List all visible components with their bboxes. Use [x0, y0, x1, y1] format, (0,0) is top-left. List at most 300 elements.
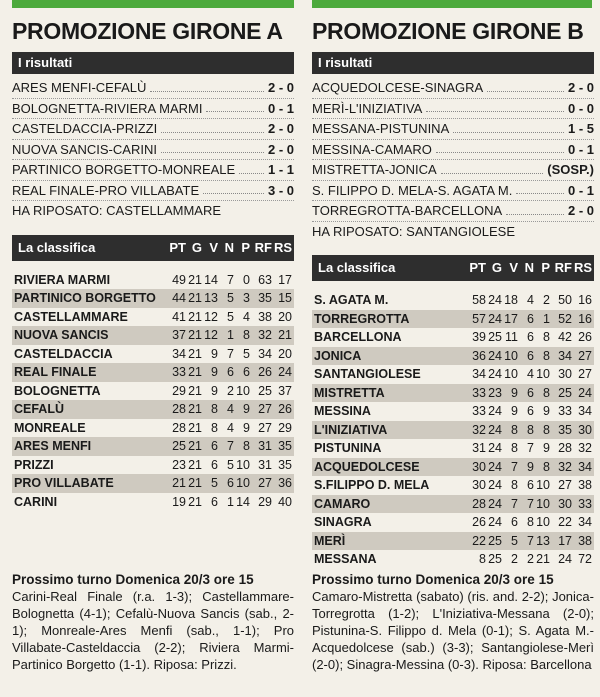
stat-cell: 8: [527, 422, 534, 437]
stat-cell: 44: [172, 291, 186, 305]
girone-a-next-round: [12, 572, 294, 673]
team-name: CASTELLAMMARE: [14, 309, 128, 324]
stat-cell: 21: [188, 439, 202, 453]
stat-cell: 10: [236, 476, 250, 490]
stat-cell: 16: [578, 311, 592, 326]
stat-cell: 37: [172, 328, 186, 342]
team-name: RIVIERA MARMI: [14, 272, 111, 287]
girone-b-results-header: I risultati: [312, 52, 594, 74]
girone-a-title: PROMOZIONE GIRONE A: [12, 18, 283, 44]
girone-b-next-text: Camaro-Mistretta (sabato) (ris. and. 2-2); Jonica-Torregrotta (1-2); L'Iniziativa-Messana (2-0); Pistunina-S. Filippo d. Mela (0-1); S. Agata M.-Acquedolcese (sab.) (3-3); Santangiolese-Merì (2-0); Sinagra-Messina (0-3). Riposa: Barcellona: [312, 589, 594, 672]
stat-cell: 10: [536, 496, 550, 511]
stat-cell: 7: [511, 459, 518, 474]
result-row: [12, 78, 294, 99]
table-row: [312, 550, 594, 569]
result-score: 0 - 1: [567, 182, 594, 198]
girone-b-standings-header: [312, 255, 594, 281]
team-name: MESSANA: [314, 552, 377, 566]
stat-cell: 30: [472, 459, 486, 474]
stat-cell: 20: [278, 346, 292, 361]
leader-dots: [161, 119, 264, 133]
table-row: [12, 345, 294, 364]
girone-b-next-title: Prossimo turno Domenica 20/3 ore 15: [312, 572, 554, 587]
result-row: [12, 99, 294, 120]
girone-b-column: [312, 0, 594, 569]
team-name: L'INIZIATIVA: [314, 422, 388, 437]
team-name: MESSINA: [314, 404, 371, 418]
team-name: CASTELDACCIA: [14, 346, 113, 361]
result-score: 1 - 1: [267, 162, 294, 177]
stat-cell: 9: [211, 383, 218, 398]
stat-cell: 7: [227, 439, 234, 453]
stat-cell: 8: [511, 441, 518, 455]
stat-cell: 72: [578, 552, 592, 566]
stat-cell: 27: [578, 367, 592, 381]
result-match: NUOVA SANCIS-CARINI: [12, 141, 157, 157]
stat-cell: 12: [204, 328, 218, 342]
stat-cell: 34: [578, 404, 592, 418]
leader-dots: [161, 140, 264, 154]
team-name: NUOVA SANCIS: [14, 328, 109, 342]
result-match: MERÌ-L'INIZIATIVA: [312, 100, 423, 116]
stat-cell: 39: [472, 330, 486, 344]
stat-cell: 27: [578, 348, 592, 363]
stat-cell: 8: [243, 328, 250, 342]
result-row: [312, 222, 594, 242]
team-name: PRO VILLABATE: [14, 476, 114, 490]
table-row: [312, 328, 594, 347]
stat-cell: 6: [527, 385, 534, 400]
stat-cell: 24: [558, 552, 572, 566]
stat-cell: 10: [504, 367, 518, 381]
stat-cell: 29: [278, 420, 292, 435]
stat-cell: 13: [536, 533, 550, 548]
table-row: [12, 400, 294, 419]
stat-cell: 35: [258, 291, 272, 305]
stat-cell: 7: [227, 272, 234, 287]
table-row: [312, 476, 594, 495]
stat-cell: 35: [558, 422, 572, 437]
stat-cell: 7: [527, 441, 534, 455]
stat-cell: 57: [472, 311, 486, 326]
stat-cell: 10: [236, 383, 250, 398]
table-row: [312, 458, 594, 477]
standings-col-header: RS: [273, 239, 292, 255]
result-row: [12, 181, 294, 202]
stat-cell: 24: [488, 404, 502, 418]
leader-dots: [516, 181, 564, 195]
stat-cell: 27: [258, 476, 272, 490]
team-name: PISTUNINA: [314, 441, 382, 455]
stat-cell: 9: [511, 404, 518, 418]
stat-cell: 2: [511, 552, 518, 566]
stat-cell: 28: [172, 402, 186, 416]
result-match: S. FILIPPO D. MELA-S. AGATA M.: [312, 182, 513, 198]
stat-cell: 7: [227, 346, 234, 361]
stat-cell: 14: [236, 494, 250, 509]
stat-cell: 22: [558, 515, 572, 529]
stat-cell: 38: [578, 478, 592, 492]
table-row: [312, 365, 594, 384]
stat-cell: 21: [188, 383, 202, 398]
stat-cell: 7: [527, 496, 534, 511]
stat-cell: 24: [488, 496, 502, 511]
team-name: PARTINICO BORGETTO: [14, 291, 156, 305]
standings-col-header: RF: [554, 260, 572, 275]
result-match: TORREGROTTA-BARCELLONA: [312, 203, 503, 218]
stat-cell: 21: [188, 346, 202, 361]
stat-cell: 41: [172, 309, 186, 324]
result-match: PARTINICO BORGETTO-MONREALE: [12, 162, 236, 177]
stat-cell: 27: [258, 420, 272, 435]
stat-cell: 36: [472, 348, 486, 363]
result-score: 0 - 1: [567, 141, 594, 157]
stat-cell: 6: [527, 404, 534, 418]
stat-cell: 10: [236, 457, 250, 472]
stat-cell: 5: [227, 291, 234, 305]
stat-cell: 23: [172, 457, 186, 472]
stat-cell: 38: [258, 309, 272, 324]
standings-col-header: G: [191, 239, 202, 255]
stat-cell: 34: [258, 346, 272, 361]
stat-cell: 30: [472, 478, 486, 492]
stat-cell: 23: [488, 385, 502, 400]
stat-cell: 9: [243, 402, 250, 416]
result-match: CASTELDACCIA-PRIZZI: [12, 121, 158, 136]
girone-b-results: [312, 78, 594, 241]
stat-cell: 4: [527, 367, 534, 381]
stat-cell: 21: [188, 328, 202, 342]
stat-cell: 2: [543, 293, 550, 307]
table-row: [312, 402, 594, 421]
stat-cell: 9: [211, 346, 218, 361]
stat-cell: 6: [527, 311, 534, 326]
result-match: MESSINA-CAMARO: [312, 141, 432, 157]
stat-cell: 30: [558, 496, 572, 511]
stat-cell: 25: [558, 385, 572, 400]
table-row: [312, 439, 594, 458]
stat-cell: 6: [527, 348, 534, 363]
stat-cell: 30: [578, 422, 592, 437]
stat-cell: 33: [172, 365, 186, 379]
standings-col-header: N: [524, 260, 534, 275]
leader-dots: [150, 78, 264, 92]
stat-cell: 17: [278, 272, 292, 287]
stat-cell: 4: [243, 309, 250, 324]
stat-cell: 6: [211, 494, 218, 509]
stat-cell: 24: [278, 365, 292, 379]
stat-cell: 21: [188, 494, 202, 509]
leader-dots: [487, 78, 564, 92]
result-score: 2 - 0: [567, 203, 594, 218]
stat-cell: 32: [558, 459, 572, 474]
result-score: 0 - 0: [567, 100, 594, 116]
result-row: [12, 119, 294, 140]
table-row: [12, 437, 294, 456]
stat-cell: 5: [211, 476, 218, 490]
girone-a-next-text: Carini-Real Finale (r.a. 1-3); Castellammare-Bolognetta (4-1); Cefalù-Nuova Sancis (sab., 2-1); Monreale-Ares Menfi (sab., 1-1); Pro Villabate-Casteldaccia (2-2); Riviera Marmi-Partinico Borgetto (1-1). Riposa: Prizzi.: [12, 589, 294, 672]
table-row: [312, 384, 594, 403]
stat-cell: 33: [558, 404, 572, 418]
stat-cell: 13: [204, 291, 218, 305]
stat-cell: 3: [243, 291, 250, 305]
stat-cell: 25: [488, 533, 502, 548]
standings-label: La classifica: [18, 239, 96, 255]
stat-cell: 18: [504, 293, 518, 307]
girone-a-next-title: Prossimo turno Domenica 20/3 ore 15: [12, 572, 254, 587]
leader-dots: [436, 140, 564, 154]
stat-cell: 33: [472, 385, 486, 400]
result-row: [312, 140, 594, 161]
table-row: [12, 326, 294, 345]
result-row: [312, 78, 594, 99]
standings-col-header: RS: [573, 260, 592, 275]
table-row: [12, 308, 294, 327]
team-name: CEFALÙ: [14, 402, 64, 416]
result-row: [312, 119, 594, 140]
stat-cell: 32: [258, 328, 272, 342]
stat-cell: 8: [243, 439, 250, 453]
girone-b-title: PROMOZIONE GIRONE B: [312, 18, 584, 44]
stat-cell: 8: [543, 330, 550, 344]
stat-cell: 5: [227, 309, 234, 324]
stat-cell: 29: [172, 383, 186, 398]
stat-cell: 5: [227, 457, 234, 472]
stat-cell: 14: [204, 272, 218, 287]
stat-cell: 21: [172, 476, 186, 490]
stat-cell: 33: [472, 404, 486, 418]
stat-cell: 31: [472, 441, 486, 455]
team-name: JONICA: [314, 348, 362, 363]
girone-b-next-round: [312, 572, 594, 673]
result-score: 2 - 0: [267, 80, 294, 95]
stat-cell: 27: [258, 402, 272, 416]
standings-col-header: V: [509, 260, 518, 275]
stat-cell: 24: [488, 459, 502, 474]
result-row: [12, 201, 294, 221]
stat-cell: 9: [543, 404, 550, 418]
standings-col-header: P: [541, 260, 550, 275]
stat-cell: 34: [472, 367, 486, 381]
stat-cell: 34: [558, 348, 572, 363]
team-name: MONREALE: [14, 420, 86, 435]
stat-cell: 16: [578, 293, 592, 307]
stat-cell: 21: [188, 457, 202, 472]
stat-cell: 24: [488, 293, 502, 307]
stat-cell: 6: [227, 365, 234, 379]
stat-cell: 35: [278, 457, 292, 472]
result-score: 2 - 0: [567, 80, 594, 95]
result-score: 1 - 5: [567, 121, 594, 136]
stat-cell: 10: [536, 515, 550, 529]
girone-a-standings-header: [12, 235, 294, 261]
stat-cell: 8: [211, 420, 218, 435]
stat-cell: 10: [536, 367, 550, 381]
table-row: [12, 289, 294, 308]
stat-cell: 28: [172, 420, 186, 435]
stat-cell: 58: [472, 293, 486, 307]
standings-col-header: PT: [469, 260, 486, 275]
stat-cell: 5: [511, 533, 518, 548]
stat-cell: 2: [527, 552, 534, 566]
stat-cell: 9: [243, 420, 250, 435]
leader-dots: [453, 119, 564, 133]
stat-cell: 8: [543, 459, 550, 474]
table-row: [12, 493, 294, 512]
leader-dots: [203, 181, 264, 195]
table-row: [12, 474, 294, 493]
girone-b-standings: [312, 291, 594, 569]
result-match: HA RIPOSATO: CASTELLAMMARE: [12, 203, 222, 218]
stat-cell: 28: [472, 496, 486, 511]
stat-cell: 29: [258, 494, 272, 509]
stat-cell: 7: [511, 496, 518, 511]
stat-cell: 5: [243, 346, 250, 361]
result-match: MISTRETTA-JONICA: [312, 162, 437, 177]
stat-cell: 26: [258, 365, 272, 379]
stat-cell: 8: [511, 422, 518, 437]
team-name: CAMARO: [314, 496, 371, 511]
result-score: 0 - 1: [267, 100, 294, 116]
stat-cell: 9: [511, 385, 518, 400]
stat-cell: 6: [243, 365, 250, 379]
stat-cell: 21: [188, 291, 202, 305]
stat-cell: 36: [278, 476, 292, 490]
stat-cell: 1: [227, 494, 234, 509]
team-name: SINAGRA: [314, 515, 372, 529]
table-row: [12, 271, 294, 290]
team-name: MISTRETTA: [314, 385, 385, 400]
stat-cell: 26: [278, 402, 292, 416]
stat-cell: 24: [488, 311, 502, 326]
team-name: S. AGATA M.: [314, 293, 389, 307]
standings-col-header: RF: [254, 239, 272, 255]
leader-dots: [506, 201, 564, 215]
stat-cell: 26: [578, 330, 592, 344]
stat-cell: 4: [527, 293, 534, 307]
stat-cell: 32: [578, 441, 592, 455]
stat-cell: 21: [188, 272, 202, 287]
leader-dots: [206, 99, 264, 113]
stat-cell: 10: [536, 478, 550, 492]
result-score: 2 - 0: [267, 141, 294, 157]
result-row: [312, 99, 594, 120]
stat-cell: 42: [558, 330, 572, 344]
stat-cell: 22: [472, 533, 486, 548]
stat-cell: 24: [578, 385, 592, 400]
stat-cell: 24: [488, 478, 502, 492]
stat-cell: 26: [472, 515, 486, 529]
stat-cell: 63: [258, 272, 272, 287]
stat-cell: 28: [558, 441, 572, 455]
team-name: TORREGROTTA: [314, 311, 410, 326]
stat-cell: 33: [578, 496, 592, 511]
stat-cell: 19: [172, 494, 186, 509]
table-row: [12, 419, 294, 438]
result-match: ACQUEDOLCESE-SINAGRA: [312, 80, 484, 95]
stat-cell: 15: [278, 291, 292, 305]
result-row: [312, 181, 594, 202]
table-row: [312, 421, 594, 440]
stat-cell: 7: [527, 533, 534, 548]
team-name: ACQUEDOLCESE: [314, 459, 420, 474]
stat-cell: 9: [543, 441, 550, 455]
table-row: [12, 456, 294, 475]
stat-cell: 6: [227, 476, 234, 490]
stat-cell: 24: [488, 367, 502, 381]
result-match: REAL FINALE-PRO VILLABATE: [12, 182, 200, 198]
team-name: REAL FINALE: [14, 365, 97, 379]
stat-cell: 17: [504, 311, 518, 326]
leader-dots: [441, 160, 544, 174]
girone-a-standings: [12, 271, 294, 512]
stat-cell: 34: [172, 346, 186, 361]
stat-cell: 9: [211, 365, 218, 379]
stat-cell: 21: [536, 552, 550, 566]
table-row: [312, 532, 594, 551]
result-score: 3 - 0: [267, 182, 294, 198]
standings-col-header: PT: [169, 239, 186, 255]
table-row: [12, 382, 294, 401]
stat-cell: 21: [188, 402, 202, 416]
stat-cell: 52: [558, 311, 572, 326]
stat-cell: 24: [488, 441, 502, 455]
girone-a-results: [12, 78, 294, 221]
leader-dots: [239, 160, 264, 174]
stat-cell: 20: [278, 309, 292, 324]
stat-cell: 1: [543, 311, 550, 326]
stat-cell: 21: [278, 328, 292, 342]
stat-cell: 34: [578, 459, 592, 474]
girone-a-results-header: I risultati: [12, 52, 294, 74]
result-row: [12, 160, 294, 181]
girone-a-column: [12, 0, 294, 511]
stat-cell: 12: [204, 309, 218, 324]
result-row: [12, 140, 294, 161]
stat-cell: 21: [188, 420, 202, 435]
table-row: [312, 495, 594, 514]
standings-col-header: G: [491, 260, 502, 275]
stat-cell: 8: [543, 385, 550, 400]
result-match: MESSANA-PISTUNINA: [312, 121, 450, 136]
stat-cell: 21: [188, 309, 202, 324]
stat-cell: 8: [527, 515, 534, 529]
stat-cell: 24: [488, 422, 502, 437]
team-name: MERÌ: [314, 533, 346, 548]
standings-label: La classifica: [318, 260, 396, 275]
stat-cell: 9: [527, 459, 534, 474]
stat-cell: 38: [578, 533, 592, 548]
team-name: BOLOGNETTA: [14, 383, 101, 398]
result-match: BOLOGNETTA-RIVIERA MARMI: [12, 100, 203, 116]
stat-cell: 0: [243, 272, 250, 287]
team-name: S.FILIPPO D. MELA: [314, 478, 430, 492]
stat-cell: 2: [227, 383, 234, 398]
result-match: ARES MENFI-CEFALÙ: [12, 80, 147, 95]
leader-dots: [426, 99, 564, 113]
stat-cell: 17: [558, 533, 572, 548]
table-row: [12, 363, 294, 382]
stat-cell: 8: [511, 478, 518, 492]
stat-cell: 50: [558, 293, 572, 307]
stat-cell: 4: [227, 420, 234, 435]
stat-cell: 6: [527, 478, 534, 492]
stat-cell: 6: [211, 439, 218, 453]
standings-col-header: N: [224, 239, 234, 255]
stat-cell: 6: [211, 457, 218, 472]
stat-cell: 8: [543, 422, 550, 437]
result-match: HA RIPOSATO: SANTANGIOLESE: [312, 223, 515, 239]
